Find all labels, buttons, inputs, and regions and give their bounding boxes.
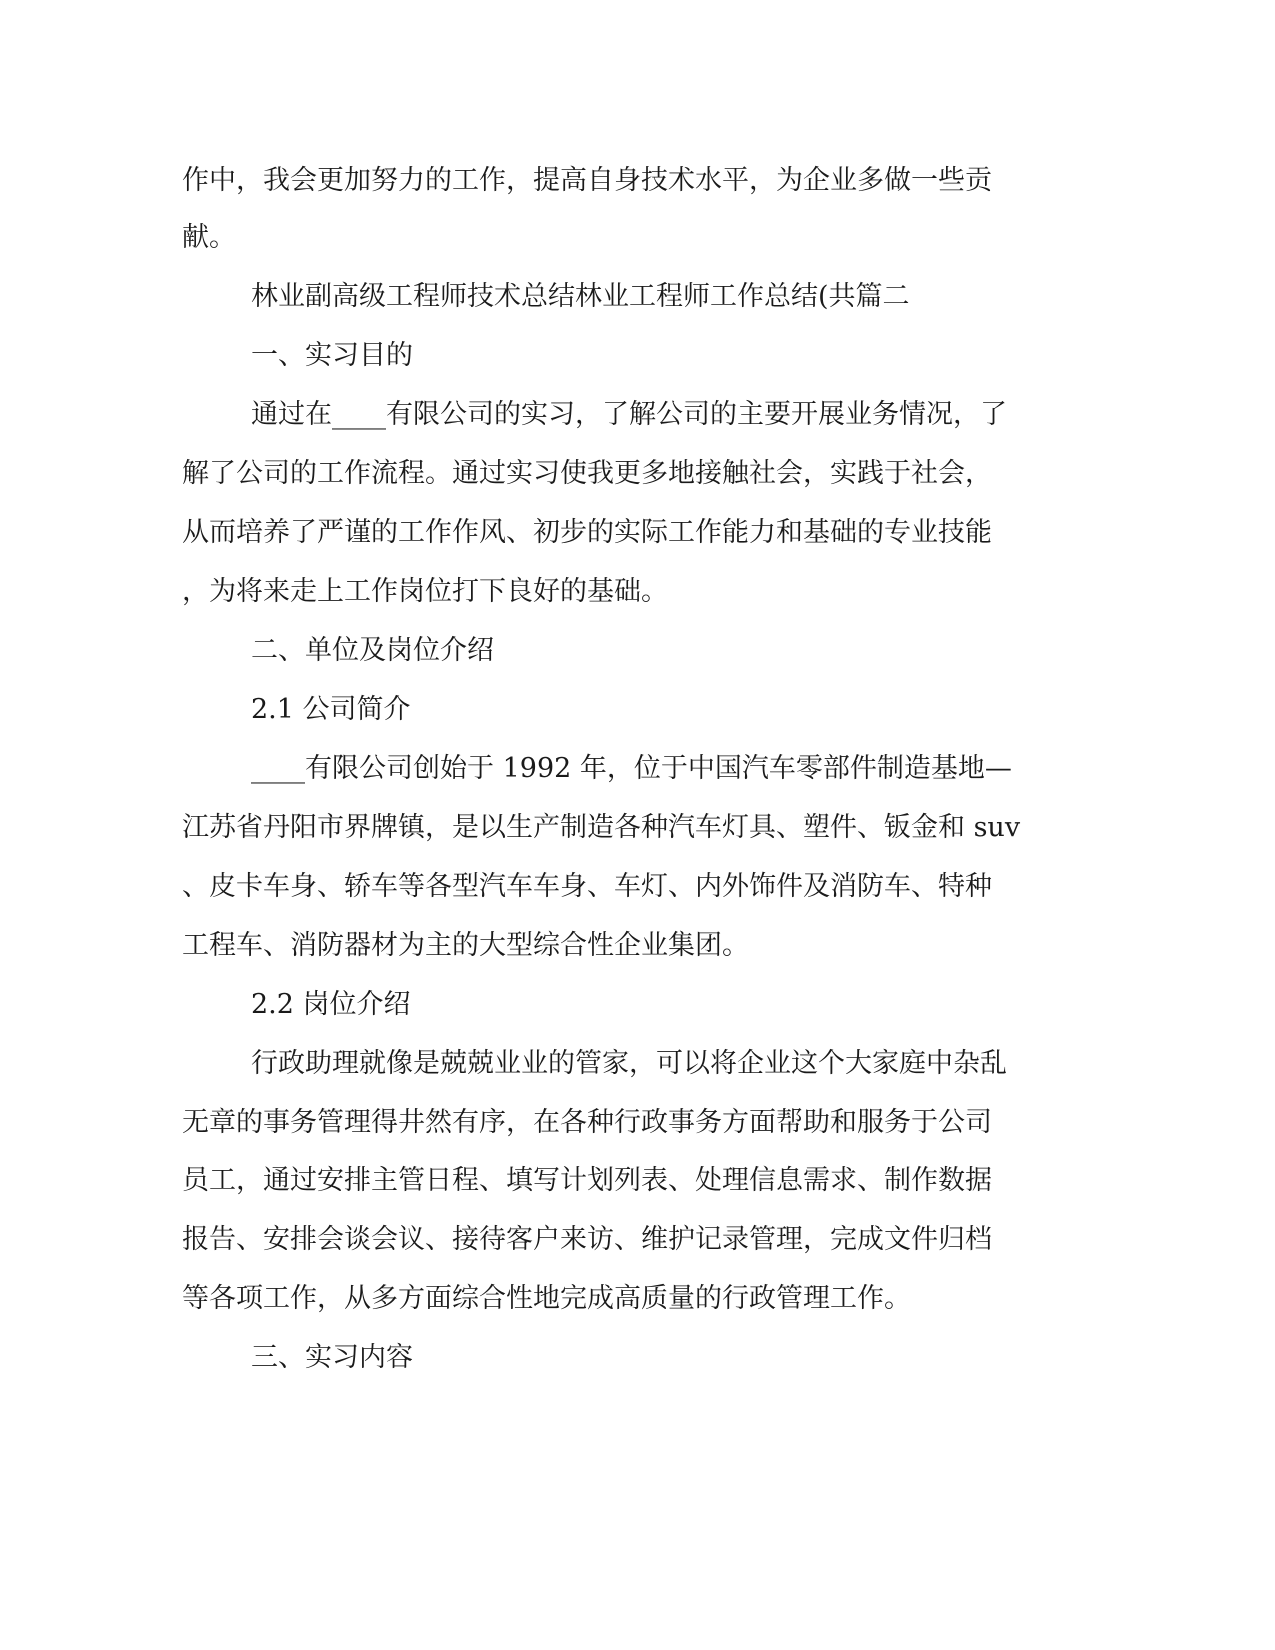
text-line: 员工，通过安排主管日程、填写计划列表、处理信息需求、制作数据: [182, 1165, 992, 1196]
text-line: 从而培养了严谨的工作作风、初步的实际工作能力和基础的专业技能: [182, 517, 992, 548]
text-line: 无章的事务管理得井然有序，在各种行政事务方面帮助和服务于公司: [182, 1107, 992, 1138]
text-line: 工程车、消防器材为主的大型综合性企业集团。: [182, 930, 749, 961]
section-heading: 林业副高级工程师技术总结林业工程师工作总结(共篇二: [251, 281, 910, 312]
text-line: 江苏省丹阳市界牌镇，是以生产制造各种汽车灯具、塑件、钣金和 suv: [182, 812, 1021, 843]
text-line: 解了公司的工作流程。通过实习使我更多地接触社会，实践于社会，: [182, 458, 992, 489]
text-line: ____有限公司创始于 1992 年，位于中国汽车零部件制造基地—: [251, 753, 1012, 784]
text-line: 通过在____有限公司的实习，了解公司的主要开展业务情况，了: [251, 399, 1007, 430]
subsection-heading: 2.1 公司简介: [251, 694, 411, 725]
text-line: 行政助理就像是兢兢业业的管家，可以将企业这个大家庭中杂乱: [251, 1048, 1007, 1079]
section-heading: 二、单位及岗位介绍: [251, 635, 494, 666]
text-line: 报告、安排会谈会议、接待客户来访、维护记录管理，完成文件归档: [182, 1224, 992, 1255]
text-line: 献。: [182, 222, 236, 253]
subsection-heading: 2.2 岗位介绍: [251, 989, 411, 1020]
section-heading: 三、实习内容: [251, 1342, 413, 1373]
section-heading: 一、实习目的: [251, 340, 413, 371]
text-line: ，为将来走上工作岗位打下良好的基础。: [182, 576, 668, 607]
text-line: 、皮卡车身、轿车等各型汽车车身、车灯、内外饰件及消防车、特种: [182, 871, 992, 902]
text-line: 等各项工作，从多方面综合性地完成高质量的行政管理工作。: [182, 1283, 911, 1314]
text-line: 作中，我会更加努力的工作，提高自身技术水平，为企业多做一些贡: [182, 165, 992, 196]
